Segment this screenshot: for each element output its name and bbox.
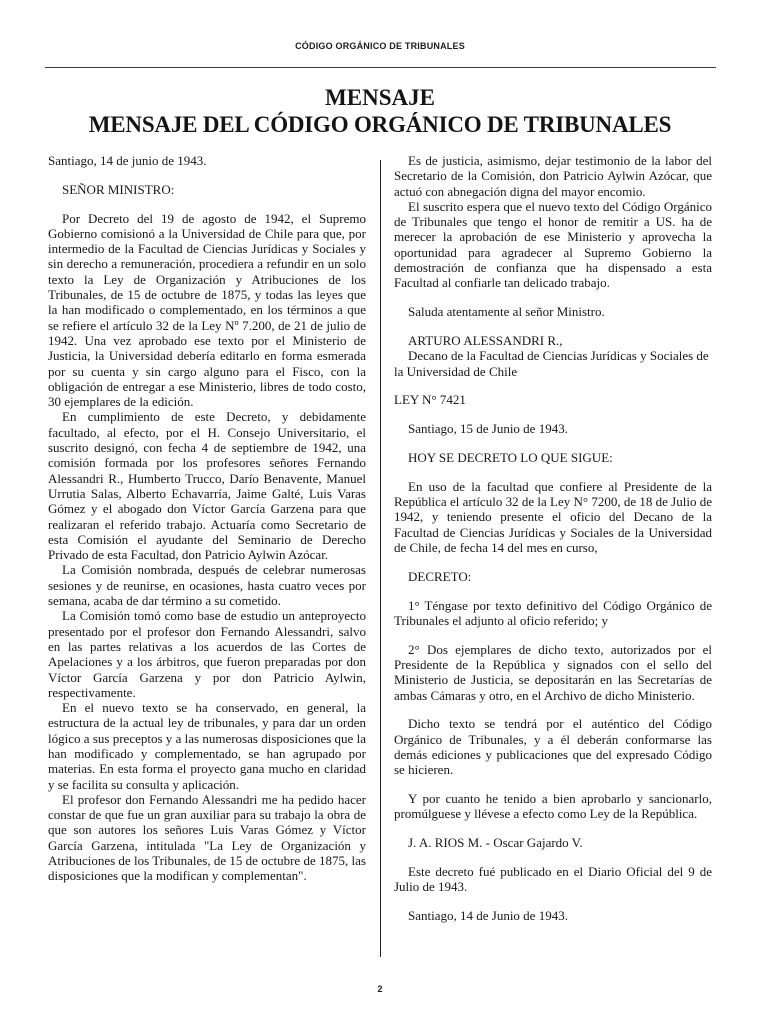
paragraph: En cumplimiento de este Decreto, y debidamente facultado, al efecto, por el H. Consejo Universitario, el suscrito designó, con fecha 4 de septiembre de 1942, una comisión formada por los profesores señores Fernando Alessandri R., Humberto Trucco, Darío Benavente, Manuel Urrutia Salas, Alberto Echavarría, Jaime Galté, Luis Varas Gómez y el abogado don Víctor García Garzena para que realizaran el referido trabajo. Actuaría como Secretario de esta Comisión el ayudante del Seminario de Derecho Privado de esta Facultad, don Patricio Aylwin Azócar.	[48, 409, 366, 563]
running-header: CÓDIGO ORGÁNICO DE TRIBUNALES	[295, 41, 465, 51]
signatures-line: J. A. RIOS M. - Oscar Gajardo V.	[408, 835, 583, 851]
decree-item-1: 1° Téngase por texto definitivo del Código Orgánico de Tribunales el adjunto al oficio referido; y	[394, 597, 712, 628]
paragraph: La Comisión tomó como base de estudio un anteproyecto presentado por el profesor don Fernando Alessandri, salvo en las partes relativas a los acuerdos de las Cortes de Apelaciones y a los árbitros, que fueron preparadas por don Víctor García Garzena y por don Patricio Aylwin, respectivamente.	[48, 608, 366, 700]
decreto-heading: DECRETO:	[408, 568, 472, 584]
closing-salutation: Saluda atentamente al señor Ministro.	[408, 304, 605, 320]
paragraph: Es de justicia, asimismo, dejar testimonio de la labor del Secretario de la Comisión, don Patricio Aylwin Azócar, que actuó con abnegación digna del mayor encomio.	[394, 153, 712, 199]
paragraph: En uso de la facultad que confiere al Presidente de la República el artículo 32 de la Ley N° 7200, de 18 de Julio de 1942, y teniendo presente el oficio del Decano de la Facultad de Ciencias Jurídicas y Sociales de la Universidad de Chile, de fecha 14 del mes en curso,	[394, 478, 712, 555]
salutation: SEÑOR MINISTRO:	[62, 181, 175, 197]
signatory-name: ARTURO ALESSANDRI R.,	[408, 332, 563, 348]
law-number: LEY N° 7421	[394, 392, 466, 408]
document-subtitle: MENSAJE DEL CÓDIGO ORGÁNICO DE TRIBUNALES	[88, 112, 672, 137]
paragraph: Por Decreto del 19 de agosto de 1942, el Supremo Gobierno comisionó a la Universidad de Chile para que, por intermedio de la Facultad de Ciencias Jurídicas y Sociales y sin derecho a remuneración, procediera a refundir en un solo texto la Ley de Organización y Atribuciones de los Tribunales, de 15 de octubre de 1875, y todas las leyes que la han modificado o complementado, en los términos a que se refiere el artículo 32 de la Ley Nº 7.200, de 21 de julio de 1942. Una vez aprobado ese texto por el Ministerio de Justicia, la Universidad debería editarlo en forma esmerada por su cuenta y sin cargo alguno para el Fisco, con la obligación de entregar a ese Ministerio, libres de todo costo, 30 ejemplares de la edición.	[48, 210, 366, 410]
date-line: Santiago, 14 de junio de 1943.	[48, 153, 207, 168]
paragraph: El suscrito espera que el nuevo texto del Código Orgánico de Tribunales que tengo el honor de remitir a US. ha de merecer la aprobación de ese Ministerio y aprovecha la oportunidad para agradecer al Supremo Gobierno la demostración de confianza que ha dispensado a esta Facultad al confiarle tan delicado trabajo.	[394, 198, 712, 291]
document-title: MENSAJE	[325, 85, 435, 110]
paragraph: Dicho texto se tendrá por el auténtico del Código Orgánico de Tribunales, y a él deberán conformarse las demás ediciones y publicaciones que del expresado Código se hicieren.	[394, 716, 712, 778]
paragraph: El profesor don Fernando Alessandri me ha pedido hacer constar de que fue un gran auxiliar para su trabajo la obra de que son autores los señores Luis Varas Gómez y Víctor García Garzena, intitulada "La Ley de Organización y Atribuciones de los Tribunales, de 15 de octubre de 1875, las disposiciones que la modifican y complementan".	[48, 791, 366, 884]
publication-note: Este decreto fué publicado en el Diario Oficial del 9 de Julio de 1943.	[394, 863, 712, 895]
final-date-line: Santiago, 14 de Junio de 1943.	[408, 907, 568, 923]
paragraph: La Comisión nombrada, después de celebrar numerosas sesiones y de reunirse, en ocasiones, hasta cuatro veces por semana, acaba de dar término a su cometido.	[48, 562, 366, 609]
two-column-body	[48, 153, 712, 923]
header-rule	[45, 67, 716, 68]
signatory-title: Decano de la Facultad de Ciencias Jurídicas y Sociales de la Universidad de Chile	[394, 348, 709, 379]
decree-heading: HOY SE DECRETO LO QUE SIGUE:	[408, 449, 613, 465]
column-divider	[380, 160, 382, 957]
page-number: 2	[377, 984, 383, 994]
paragraph: En el nuevo texto se ha conservado, en general, la estructura de la actual ley de tribunales, y para dar un orden lógico a sus preceptos y a las numerosas disposiciones que la han modificado y complementado, se han agrupado por materias. En esta forma el proyecto gana mucho en claridad y se facilita su consulta y aplicación.	[48, 700, 366, 792]
left-column	[48, 153, 366, 923]
decree-item-2: 2° Dos ejemplares de dicho texto, autorizados por el Presidente de la República y signados con el sello del Ministerio de Justicia, se depositarán en las Secretarías de ambas Cámaras y otro, en el Archivo de dicho Ministerio.	[394, 641, 712, 703]
title-block	[0, 84, 760, 138]
decree-date: Santiago, 15 de Junio de 1943.	[408, 421, 568, 437]
right-column	[394, 153, 712, 923]
paragraph: Y por cuanto he tenido a bien aprobarlo y sancionarlo, promúlguese y llévese a efecto como Ley de la República.	[394, 791, 712, 822]
